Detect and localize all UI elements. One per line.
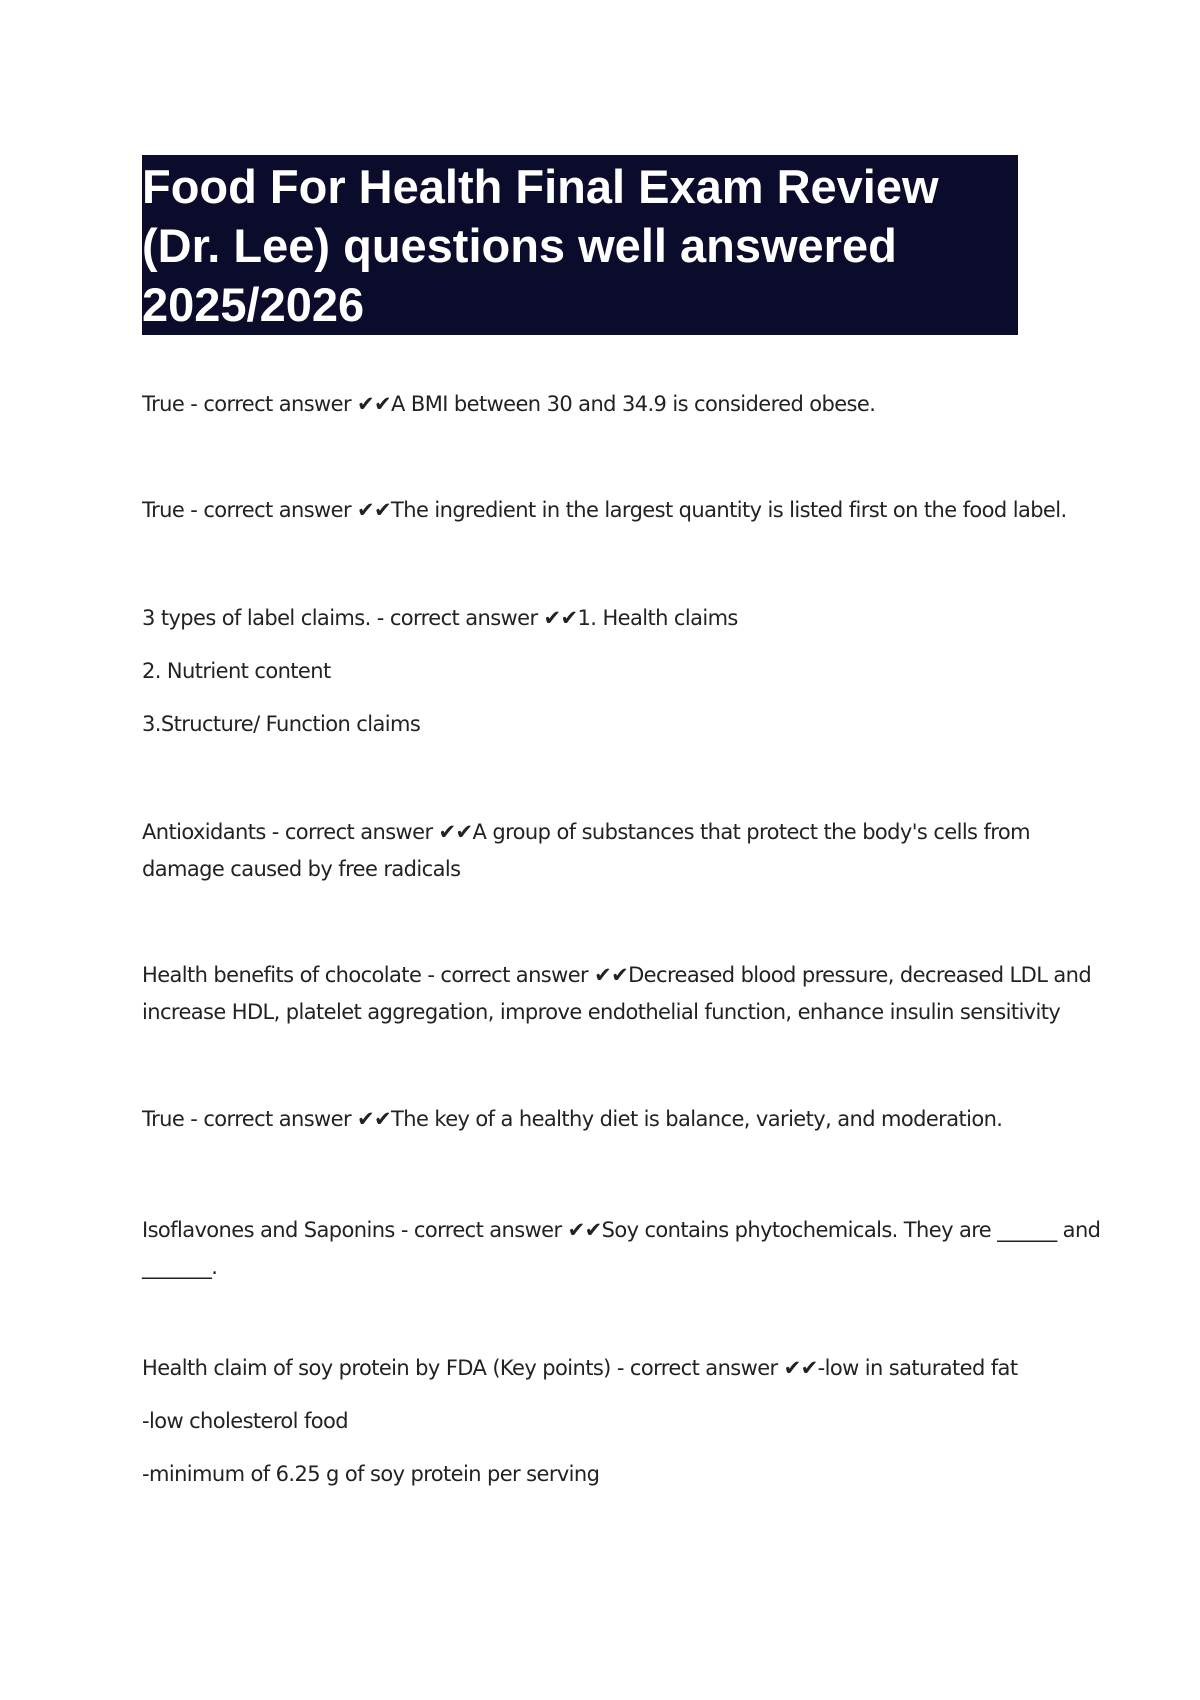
document-title-line: (Dr. Lee) questions well answered: [142, 219, 897, 272]
qa-entry-text: 3 types of label claims. - correct answer ✔✔1. Health claims: [142, 606, 738, 630]
document-title-block: [142, 155, 1018, 335]
qa-entry-text: True - correct answer ✔✔The key of a healthy diet is balance, variety, and moderation.: [142, 1107, 1003, 1131]
qa-entry-list-item: 2. Nutrient content: [142, 659, 331, 683]
qa-entry-list-item: -low cholesterol food: [142, 1409, 349, 1433]
qa-entry-text: increase HDL, platelet aggregation, improve endothelial function, enhance insulin sensitivity: [142, 1000, 1061, 1024]
qa-entry-text: Antioxidants - correct answer ✔✔A group of substances that protect the body's cells from: [142, 820, 1030, 844]
qa-entry-label-claims: [142, 606, 1082, 736]
qa-entry-text: Health claim of soy protein by FDA (Key points) - correct answer ✔✔-low in saturated fat: [142, 1356, 1018, 1380]
qa-entry-list-item: 3.Structure/ Function claims: [142, 712, 421, 736]
qa-entry-bmi: [142, 392, 1082, 416]
qa-entry-text: True - correct answer ✔✔A BMI between 30 and 34.9 is considered obese.: [142, 392, 876, 416]
qa-entry-text: Health benefits of chocolate - correct answer ✔✔Decreased blood pressure, decreased LDL and: [142, 963, 1092, 987]
qa-entry-text: damage caused by free radicals: [142, 857, 461, 881]
document-title-line: 2025/2026: [142, 278, 365, 331]
document-title-line: Food For Health Final Exam Review: [142, 160, 939, 213]
qa-entry-text: Isoflavones and Saponins - correct answer ✔✔Soy contains phytochemicals. They are ______ and: [142, 1218, 1101, 1242]
qa-entry-text: True - correct answer ✔✔The ingredient in the largest quantity is listed first on the food label.: [142, 498, 1067, 522]
qa-entry-list-item: -minimum of 6.25 g of soy protein per serving: [142, 1462, 600, 1486]
qa-entry-soy-health-claim: [142, 1356, 1082, 1486]
qa-entry-soy-phytochemicals: [142, 1212, 1101, 1286]
qa-entry-food-label: [142, 498, 1082, 522]
qa-entry-antioxidants: [142, 814, 1082, 888]
qa-entry-chocolate: [142, 957, 1092, 1031]
qa-entry-text: _______.: [142, 1255, 218, 1279]
qa-entry-healthy-diet: [142, 1107, 1082, 1131]
